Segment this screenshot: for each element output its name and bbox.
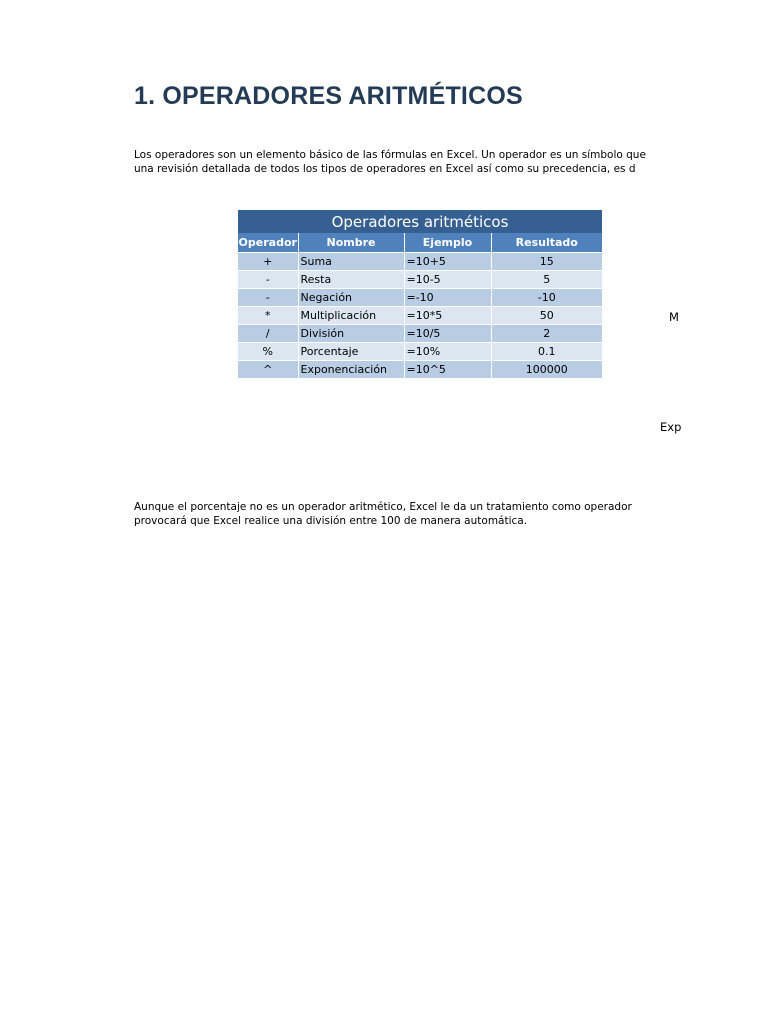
cell-nombre: Exponenciación [298, 361, 404, 379]
intro-paragraph [134, 148, 680, 176]
header-ejemplo: Ejemplo [404, 233, 491, 253]
table-caption: Operadores aritméticos [238, 210, 602, 233]
operators-table [238, 210, 602, 378]
table-caption-row [238, 210, 602, 233]
table-row [238, 289, 602, 307]
header-resultado: Resultado [491, 233, 602, 253]
cell-resultado: 2 [491, 325, 602, 343]
table-row [238, 361, 602, 379]
cell-resultado: 100000 [491, 361, 602, 379]
table-row [238, 307, 602, 325]
side-label-m: M [669, 310, 679, 324]
header-operador: Operador [238, 233, 298, 253]
side-label-exp: Exp [660, 420, 682, 434]
footnote-paragraph [134, 500, 680, 528]
cell-resultado: 5 [491, 271, 602, 289]
table-row [238, 253, 602, 271]
cell-nombre: Resta [298, 271, 404, 289]
cell-operador: * [238, 307, 298, 325]
cell-nombre: División [298, 325, 404, 343]
cell-resultado: -10 [491, 289, 602, 307]
page-title: 1. OPERADORES ARITMÉTICOS [134, 82, 523, 110]
cell-nombre: Negación [298, 289, 404, 307]
footnote-line-1: Aunque el porcentaje no es un operador aritmético, Excel le da un tratamiento como operador [134, 501, 632, 513]
cell-ejemplo: =10^5 [404, 361, 491, 379]
intro-line-2: una revisión detallada de todos los tipos de operadores en Excel así como su precedencia, es d [134, 163, 636, 175]
cell-ejemplo: =10% [404, 343, 491, 361]
table-row [238, 325, 602, 343]
cell-operador: - [238, 289, 298, 307]
cell-resultado: 15 [491, 253, 602, 271]
cell-operador: + [238, 253, 298, 271]
footnote-line-2: provocará que Excel realice una división entre 100 de manera automática. [134, 515, 528, 527]
cell-nombre: Porcentaje [298, 343, 404, 361]
cell-resultado: 50 [491, 307, 602, 325]
cell-resultado: 0.1 [491, 343, 602, 361]
cell-ejemplo: =10-5 [404, 271, 491, 289]
cell-nombre: Multiplicación [298, 307, 404, 325]
table-row [238, 343, 602, 361]
table-row [238, 271, 602, 289]
cell-ejemplo: =10+5 [404, 253, 491, 271]
cell-nombre: Suma [298, 253, 404, 271]
cell-operador: - [238, 271, 298, 289]
cell-operador: % [238, 343, 298, 361]
cell-ejemplo: =-10 [404, 289, 491, 307]
header-nombre: Nombre [298, 233, 404, 253]
intro-line-1: Los operadores son un elemento básico de las fórmulas en Excel. Un operador es un símbolo que [134, 149, 646, 161]
cell-ejemplo: =10/5 [404, 325, 491, 343]
cell-ejemplo: =10*5 [404, 307, 491, 325]
cell-operador: ^ [238, 361, 298, 379]
cell-operador: / [238, 325, 298, 343]
table-header-row [238, 233, 602, 253]
